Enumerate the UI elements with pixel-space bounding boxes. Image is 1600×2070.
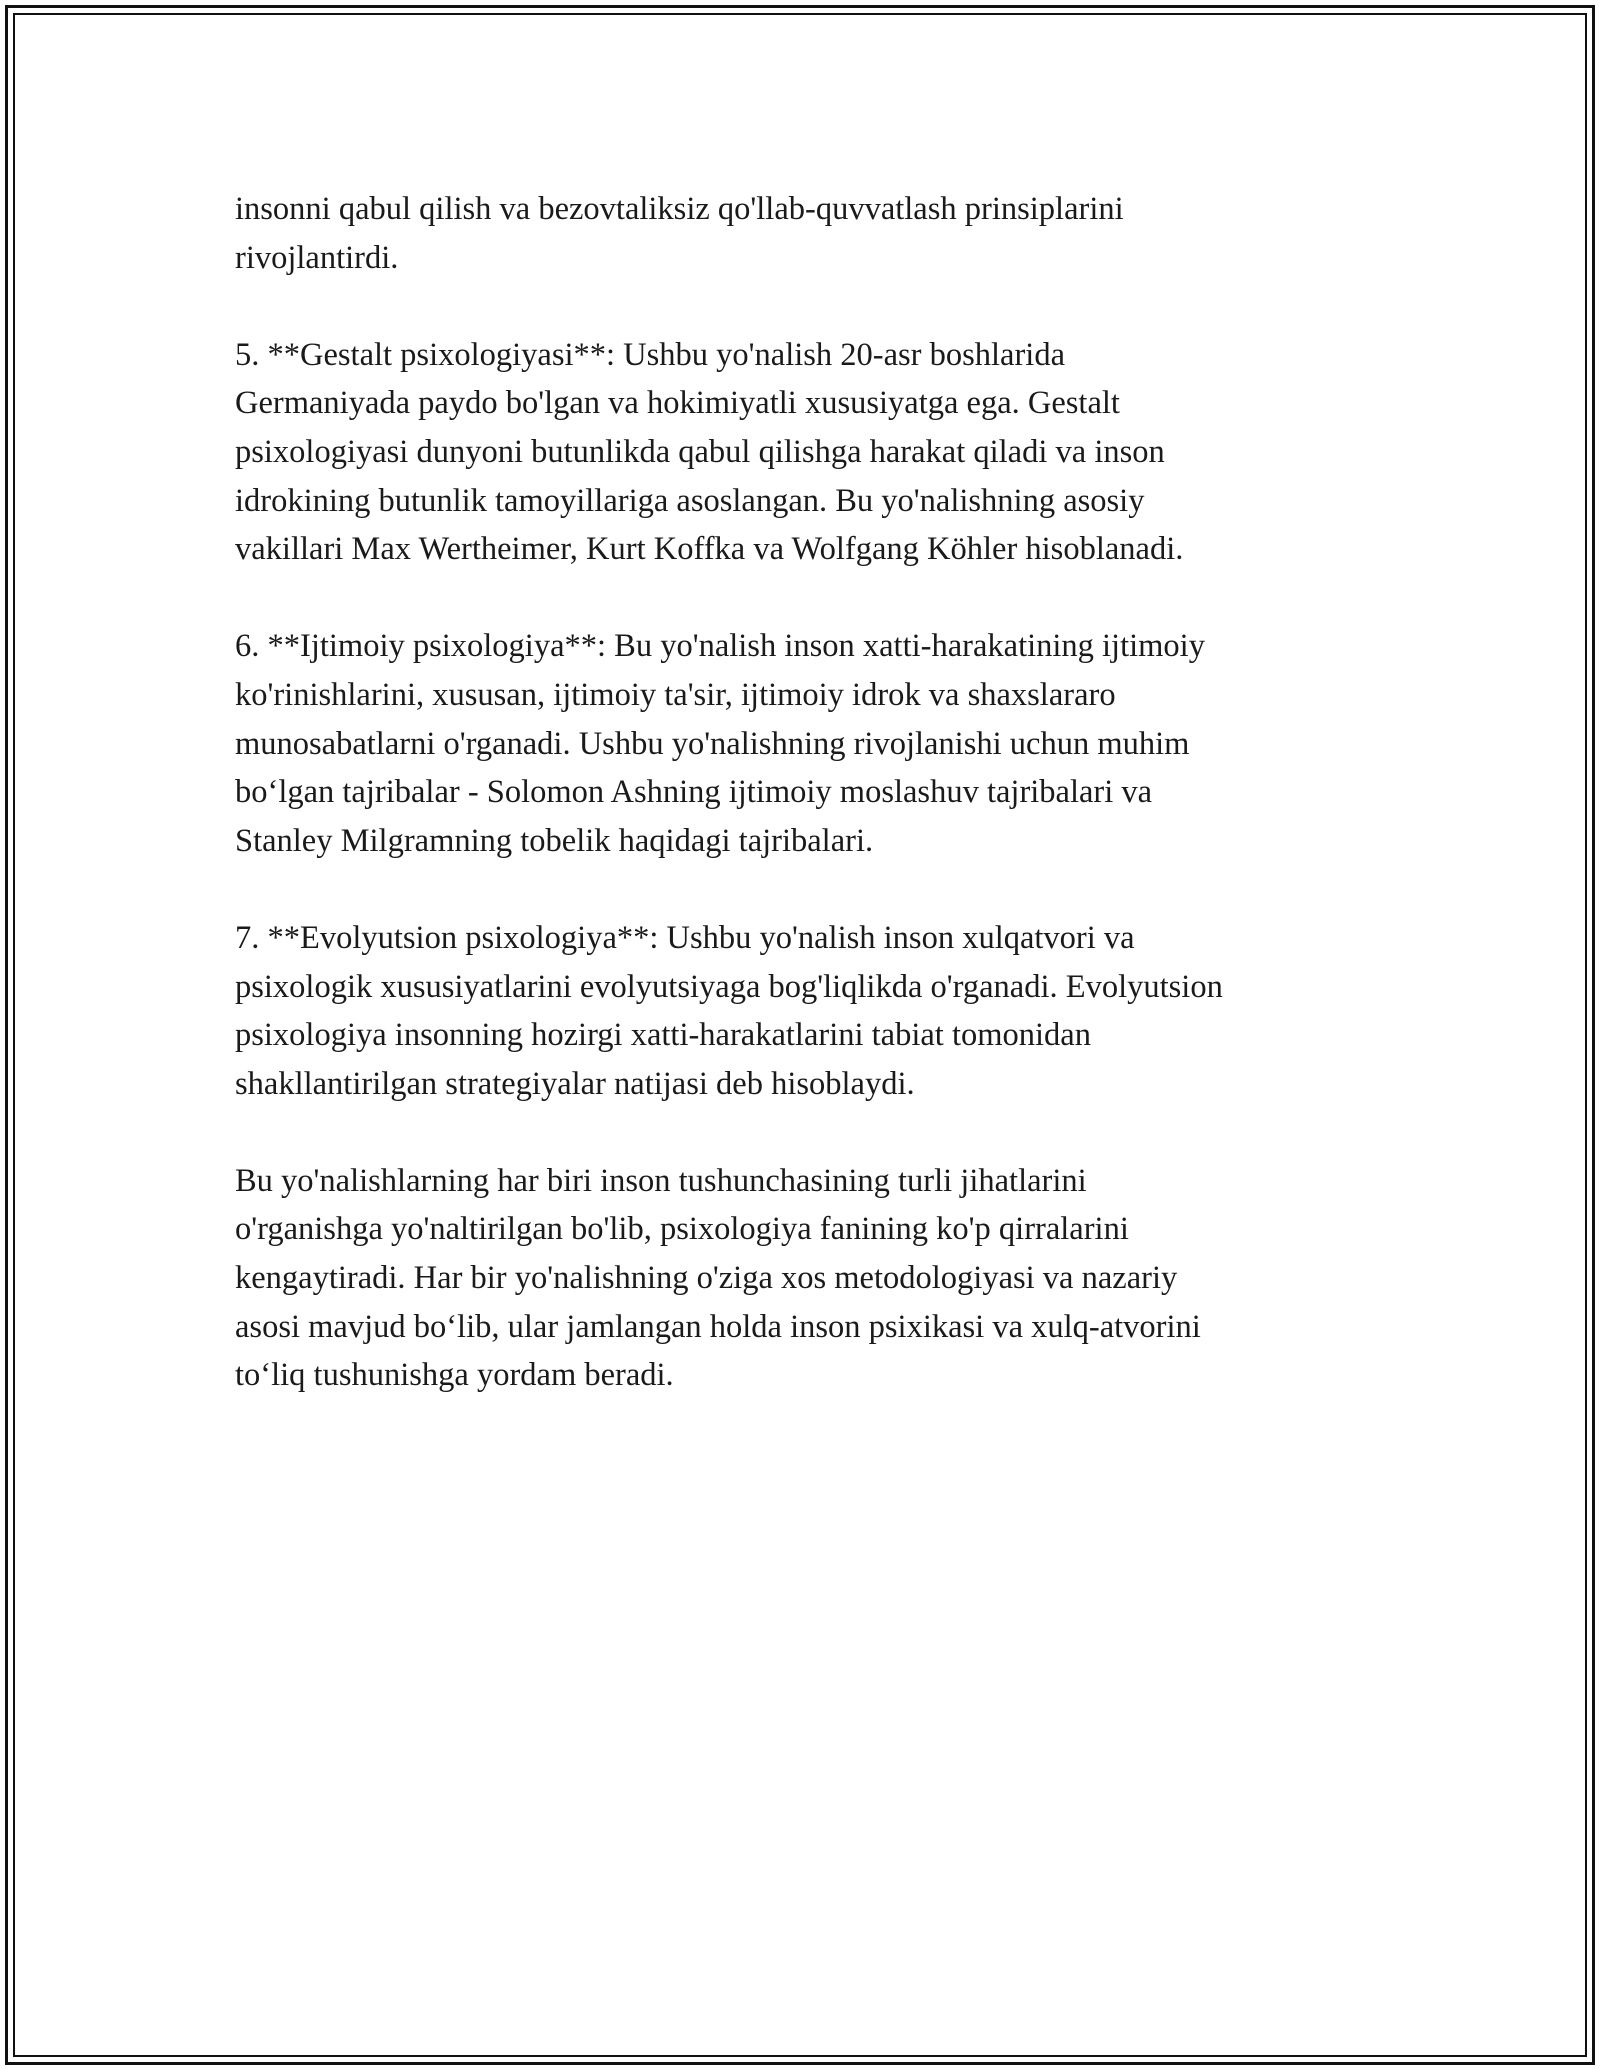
- document-body: [235, 185, 1365, 1448]
- paragraph-continuation: insonni qabul qilish va bezovtaliksiz qo'llab-quvvatlash prinsiplarini rivojlantirdi.: [235, 191, 1124, 276]
- paragraph-gestalt-psychology: 5. **Gestalt psixologiyasi**: Ushbu yo'nalish 20-asr boshlarida Germaniyada paydo bo'lgan va hokimiyatli xususiyatga ega. Gestalt psixologiyasi dunyoni butunlikda qabul qilishga harakat qiladi va inson idrokining butunlik tamoyillariga asoslangan. Bu yo'nalishning asosiy vakillari Max Wertheimer, Kurt Koffka va Wolfgang Köhler hisoblanadi.: [235, 336, 1184, 568]
- paragraph-conclusion: Bu yo'nalishlarning har biri inson tushunchasining turli jihatlarini o'rganishga yo'naltirilgan bo'lib, psixologiya fanining ko'p qirralarini kengaytiradi. Har bir yo'nalishning o'ziga xos metodologiyasi va nazariy asosi mavjud bo‘lib, ular jamlangan holda inson psixikasi va xulq-atvorini to‘liq tushunishga yordam beradi.: [235, 1162, 1201, 1394]
- paragraph-social-psychology: 6. **Ijtimoiy psixologiya**: Bu yo'nalish inson xatti-harakatining ijtimoiy ko'rinishlarini, xususan, ijtimoiy ta'sir, ijtimoiy idrok va shaxslararo munosabatlarni o'rganadi. Ushbu yo'nalishning rivojlanishi uchun muhim bo‘lgan tajribalar - Solomon Ashning ijtimoiy moslashuv tajribalari va Stanley Milgramning tobelik haqidagi tajribalari.: [235, 628, 1205, 859]
- paragraph-evolutionary-psychology: 7. **Evolyutsion psixologiya**: Ushbu yo'nalish inson xulqatvori va psixologik xususiyatlarini evolyutsiyaga bog'liqlikda o'rganadi. Evolyutsion psixologiya insonning hozirgi xatti-harakatlarini tabiat tomonidan shakllantirilgan strategiyalar natijasi deb hisoblaydi.: [235, 919, 1223, 1102]
